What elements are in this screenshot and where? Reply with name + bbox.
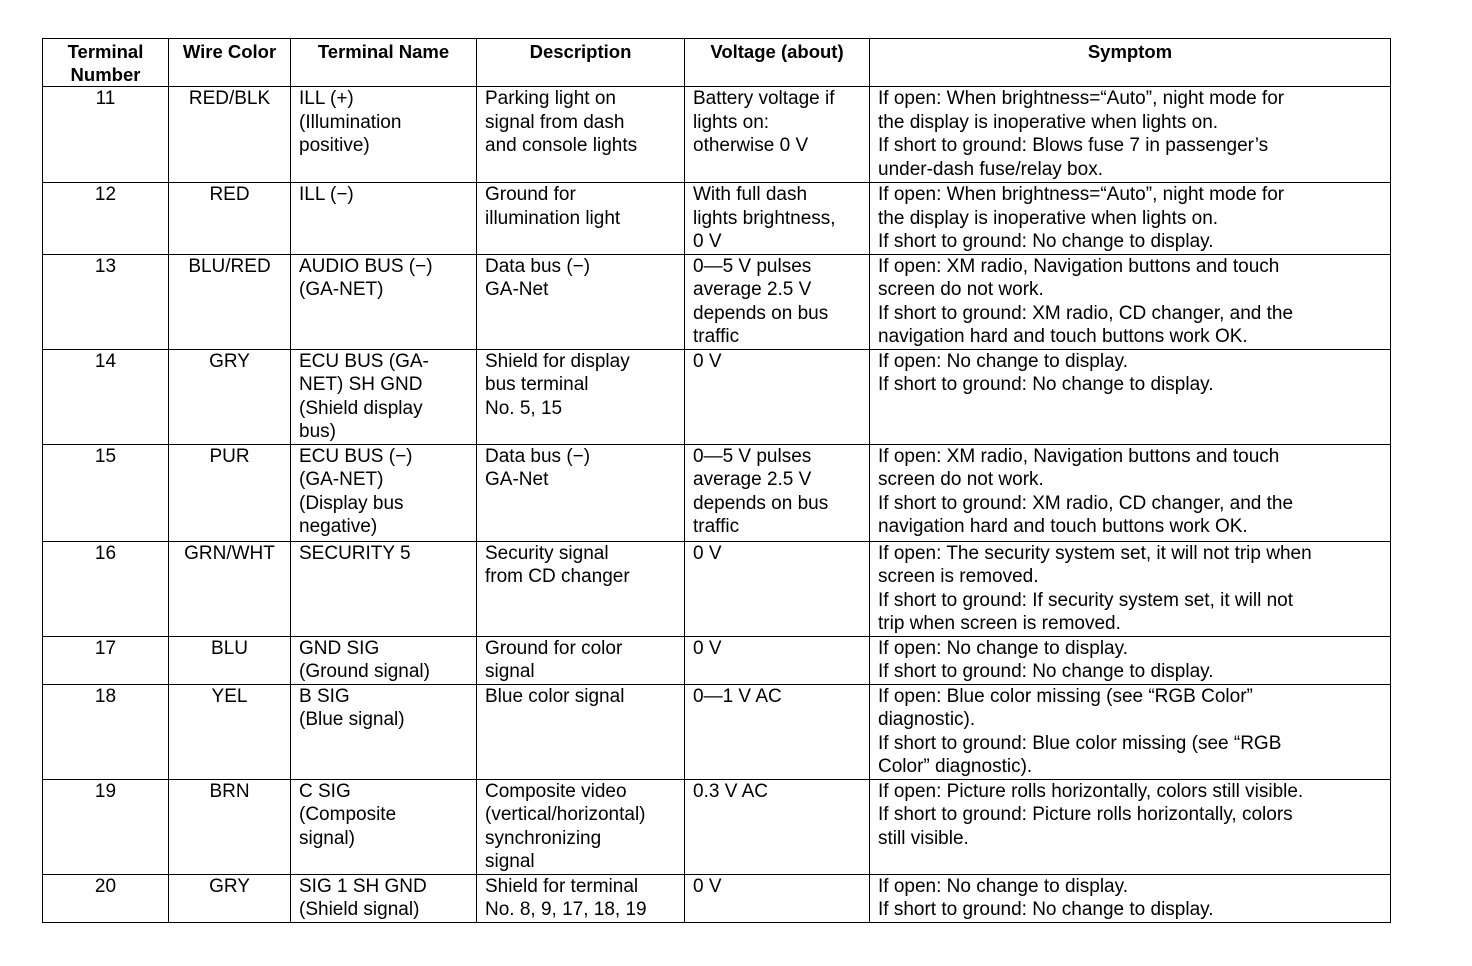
symptom-line: If open: When brightness=“Auto”, night mode for — [878, 88, 1285, 109]
symptom-cell — [870, 684, 1391, 779]
description-cell — [477, 541, 685, 636]
terminal-name-line: (Blue signal) — [299, 709, 405, 730]
symptom-line: If short to ground: Picture rolls horizontally, colors — [878, 804, 1293, 825]
symptom-line: If short to ground: No change to display. — [878, 899, 1214, 920]
description-cell — [477, 684, 685, 779]
wire-color-cell: BRN — [169, 779, 291, 874]
terminal-name-cell — [291, 254, 477, 349]
table-row — [43, 444, 1391, 541]
terminal-number-cell: 17 — [43, 636, 169, 684]
terminal-name-line: (GA-NET) — [299, 469, 384, 490]
symptom-cell — [870, 349, 1391, 444]
terminal-number-cell: 15 — [43, 444, 169, 541]
voltage-line: otherwise 0 V — [693, 135, 809, 156]
symptom-line: screen do not work. — [878, 469, 1044, 490]
terminal-name-line: ILL (−) — [299, 184, 354, 205]
terminal-name-cell — [291, 779, 477, 874]
terminal-name-line: B SIG — [299, 685, 350, 707]
voltage-line: 0—1 V AC — [693, 685, 782, 707]
voltage-cell — [685, 349, 870, 444]
description-line: No. 5, 15 — [485, 397, 563, 419]
symptom-line: If open: The security system set, it will not trip when — [878, 542, 1312, 564]
symptom-line: If short to ground: Blows fuse 7 in passenger’s — [878, 135, 1269, 156]
voltage-cell — [685, 183, 870, 255]
voltage-cell — [685, 254, 870, 349]
voltage-cell — [685, 444, 870, 541]
symptom-line: diagnostic). — [878, 709, 976, 730]
terminal-name-line: bus) — [299, 421, 336, 442]
voltage-cell — [685, 636, 870, 684]
table-row — [43, 183, 1391, 255]
voltage-line: 0 V — [693, 350, 722, 372]
table-row — [43, 684, 1391, 779]
terminal-name-line: ECU BUS (−) — [299, 445, 413, 467]
description-line: GA-Net — [485, 469, 549, 490]
table-row — [43, 636, 1391, 684]
description-cell — [477, 183, 685, 255]
terminal-name-line: (Illumination — [299, 111, 402, 133]
terminal-name-line: (Shield display — [299, 397, 423, 419]
description-line: GA-Net — [485, 279, 549, 300]
voltage-cell — [685, 684, 870, 779]
voltage-line: average 2.5 V — [693, 469, 812, 490]
symptom-cell — [870, 183, 1391, 255]
header-description: Description — [477, 39, 685, 87]
symptom-cell — [870, 874, 1391, 922]
header-voltage: Voltage (about) — [685, 39, 870, 87]
symptom-line: the display is inoperative when lights on. — [878, 207, 1219, 229]
description-line: Blue color signal — [485, 685, 625, 707]
terminal-name-line: SIG 1 SH GND — [299, 875, 427, 897]
symptom-line: the display is inoperative when lights on. — [878, 111, 1219, 133]
voltage-line: 0 V — [693, 875, 722, 897]
table-row — [43, 874, 1391, 922]
voltage-line: lights on: — [693, 111, 770, 133]
description-cell — [477, 444, 685, 541]
table-row — [43, 779, 1391, 874]
voltage-line: 0 V — [693, 637, 722, 659]
terminal-name-line: SECURITY 5 — [299, 542, 411, 564]
wire-color-cell: BLU — [169, 636, 291, 684]
symptom-cell — [870, 444, 1391, 541]
terminal-number-cell: 20 — [43, 874, 169, 922]
symptom-line: If open: XM radio, Navigation buttons and touch — [878, 445, 1280, 467]
description-cell — [477, 779, 685, 874]
wire-color-cell: GRN/WHT — [169, 541, 291, 636]
symptom-line: under-dash fuse/relay box. — [878, 158, 1103, 180]
terminal-name-line: negative) — [299, 516, 378, 537]
voltage-line: depends on bus — [693, 302, 829, 324]
terminal-number-cell: 14 — [43, 349, 169, 444]
voltage-line: 0.3 V AC — [693, 780, 768, 802]
description-line: Shield for display — [485, 350, 630, 372]
terminal-name-cell — [291, 444, 477, 541]
voltage-line: Battery voltage if — [693, 88, 835, 109]
wire-color-cell: BLU/RED — [169, 254, 291, 349]
terminal-name-line: (GA-NET) — [299, 279, 384, 300]
header-terminal-number-line: Number — [70, 64, 141, 85]
description-line: Parking light on — [485, 88, 616, 109]
voltage-line: average 2.5 V — [693, 279, 812, 300]
terminal-name-line: C SIG — [299, 780, 351, 802]
description-line: illumination light — [485, 207, 621, 229]
terminal-name-line: GND SIG — [299, 637, 380, 659]
description-cell — [477, 874, 685, 922]
voltage-cell — [685, 87, 870, 183]
description-line: bus terminal — [485, 374, 589, 395]
terminal-table — [42, 38, 1391, 923]
wire-color-cell: GRY — [169, 349, 291, 444]
symptom-line: If open: Blue color missing (see “RGB Color” — [878, 685, 1253, 707]
description-cell — [477, 254, 685, 349]
description-line: and console lights — [485, 135, 638, 156]
terminal-name-line: NET) SH GND — [299, 374, 423, 395]
voltage-cell — [685, 874, 870, 922]
terminal-name-cell — [291, 183, 477, 255]
symptom-line: If open: XM radio, Navigation buttons and touch — [878, 255, 1280, 277]
symptom-line: screen is removed. — [878, 566, 1039, 587]
voltage-line: 0—5 V pulses — [693, 255, 812, 277]
table-row — [43, 87, 1391, 183]
symptom-cell — [870, 541, 1391, 636]
symptom-line: If short to ground: No change to display. — [878, 374, 1214, 395]
symptom-cell — [870, 636, 1391, 684]
description-line: signal — [485, 851, 535, 872]
terminal-number-cell: 19 — [43, 779, 169, 874]
symptom-cell — [870, 87, 1391, 183]
symptom-line: If short to ground: No change to display. — [878, 231, 1214, 252]
voltage-cell — [685, 541, 870, 636]
symptom-line: If open: When brightness=“Auto”, night mode for — [878, 184, 1285, 205]
description-line: No. 8, 9, 17, 18, 19 — [485, 899, 647, 920]
terminal-number-cell: 16 — [43, 541, 169, 636]
description-line: Shield for terminal — [485, 875, 639, 897]
symptom-line: trip when screen is removed. — [878, 613, 1121, 634]
header-terminal-number — [43, 39, 169, 87]
terminal-name-line: signal) — [299, 827, 355, 849]
header-terminal-name: Terminal Name — [291, 39, 477, 87]
description-line: Ground for color — [485, 637, 623, 659]
voltage-line: 0—5 V pulses — [693, 445, 812, 467]
terminal-name-cell — [291, 874, 477, 922]
description-line: signal from dash — [485, 111, 625, 133]
terminal-name-line: ECU BUS (GA- — [299, 350, 429, 372]
symptom-line: navigation hard and touch buttons work OK. — [878, 326, 1248, 347]
wire-color-cell: RED — [169, 183, 291, 255]
wire-color-cell: GRY — [169, 874, 291, 922]
symptom-line: still visible. — [878, 827, 969, 849]
description-line: signal — [485, 661, 535, 682]
description-cell — [477, 87, 685, 183]
table-row — [43, 349, 1391, 444]
description-line: Data bus (−) — [485, 255, 591, 277]
document-page — [42, 38, 1390, 923]
symptom-cell — [870, 254, 1391, 349]
voltage-line: lights brightness, — [693, 207, 836, 229]
symptom-line: If short to ground: Blue color missing (see “RGB — [878, 732, 1282, 754]
voltage-line: depends on bus — [693, 492, 829, 514]
voltage-cell — [685, 779, 870, 874]
description-line: (vertical/horizontal) — [485, 804, 646, 825]
symptom-line: If short to ground: XM radio, CD changer, and the — [878, 492, 1294, 514]
symptom-line: Color” diagnostic). — [878, 756, 1033, 777]
description-cell — [477, 349, 685, 444]
header-row — [43, 39, 1391, 87]
voltage-line: 0 V — [693, 542, 722, 564]
table-row — [43, 254, 1391, 349]
terminal-name-cell — [291, 349, 477, 444]
header-wire-color: Wire Color — [169, 39, 291, 87]
symptom-line: If short to ground: No change to display. — [878, 661, 1214, 682]
description-line: from CD changer — [485, 566, 630, 587]
wire-color-cell: PUR — [169, 444, 291, 541]
terminal-name-line: (Shield signal) — [299, 899, 420, 920]
terminal-name-line: (Composite — [299, 804, 397, 825]
terminal-name-line: AUDIO BUS (−) — [299, 255, 433, 277]
voltage-line: 0 V — [693, 231, 722, 252]
symptom-line: If short to ground: XM radio, CD changer, and the — [878, 302, 1294, 324]
symptom-cell — [870, 779, 1391, 874]
symptom-line: If open: Picture rolls horizontally, colors still visible. — [878, 780, 1304, 802]
terminal-name-cell — [291, 684, 477, 779]
terminal-number-cell: 11 — [43, 87, 169, 183]
terminal-number-cell: 13 — [43, 254, 169, 349]
voltage-line: traffic — [693, 516, 740, 537]
header-terminal-number-line: Terminal — [67, 41, 144, 62]
terminal-name-line: ILL (+) — [299, 88, 354, 109]
terminal-name-line: positive) — [299, 135, 370, 156]
description-line: synchronizing — [485, 827, 602, 849]
table-row — [43, 541, 1391, 636]
terminal-number-cell: 12 — [43, 183, 169, 255]
terminal-name-line: (Display bus — [299, 492, 404, 514]
wire-color-cell: YEL — [169, 684, 291, 779]
header-symptom: Symptom — [870, 39, 1391, 87]
voltage-line: With full dash — [693, 184, 808, 205]
terminal-name-cell — [291, 541, 477, 636]
voltage-line: traffic — [693, 326, 740, 347]
terminal-name-cell — [291, 87, 477, 183]
symptom-line: If short to ground: If security system set, it will not — [878, 589, 1293, 611]
description-line: Data bus (−) — [485, 445, 591, 467]
terminal-number-cell: 18 — [43, 684, 169, 779]
table-body — [43, 87, 1391, 923]
description-cell — [477, 636, 685, 684]
symptom-line: If open: No change to display. — [878, 637, 1128, 659]
terminal-name-line: (Ground signal) — [299, 661, 430, 682]
wire-color-cell: RED/BLK — [169, 87, 291, 183]
description-line: Ground for — [485, 184, 576, 205]
description-line: Security signal — [485, 542, 609, 564]
terminal-name-cell — [291, 636, 477, 684]
symptom-line: If open: No change to display. — [878, 875, 1128, 897]
symptom-line: navigation hard and touch buttons work OK. — [878, 516, 1248, 537]
description-line: Composite video — [485, 780, 627, 802]
symptom-line: screen do not work. — [878, 279, 1044, 300]
symptom-line: If open: No change to display. — [878, 350, 1128, 372]
